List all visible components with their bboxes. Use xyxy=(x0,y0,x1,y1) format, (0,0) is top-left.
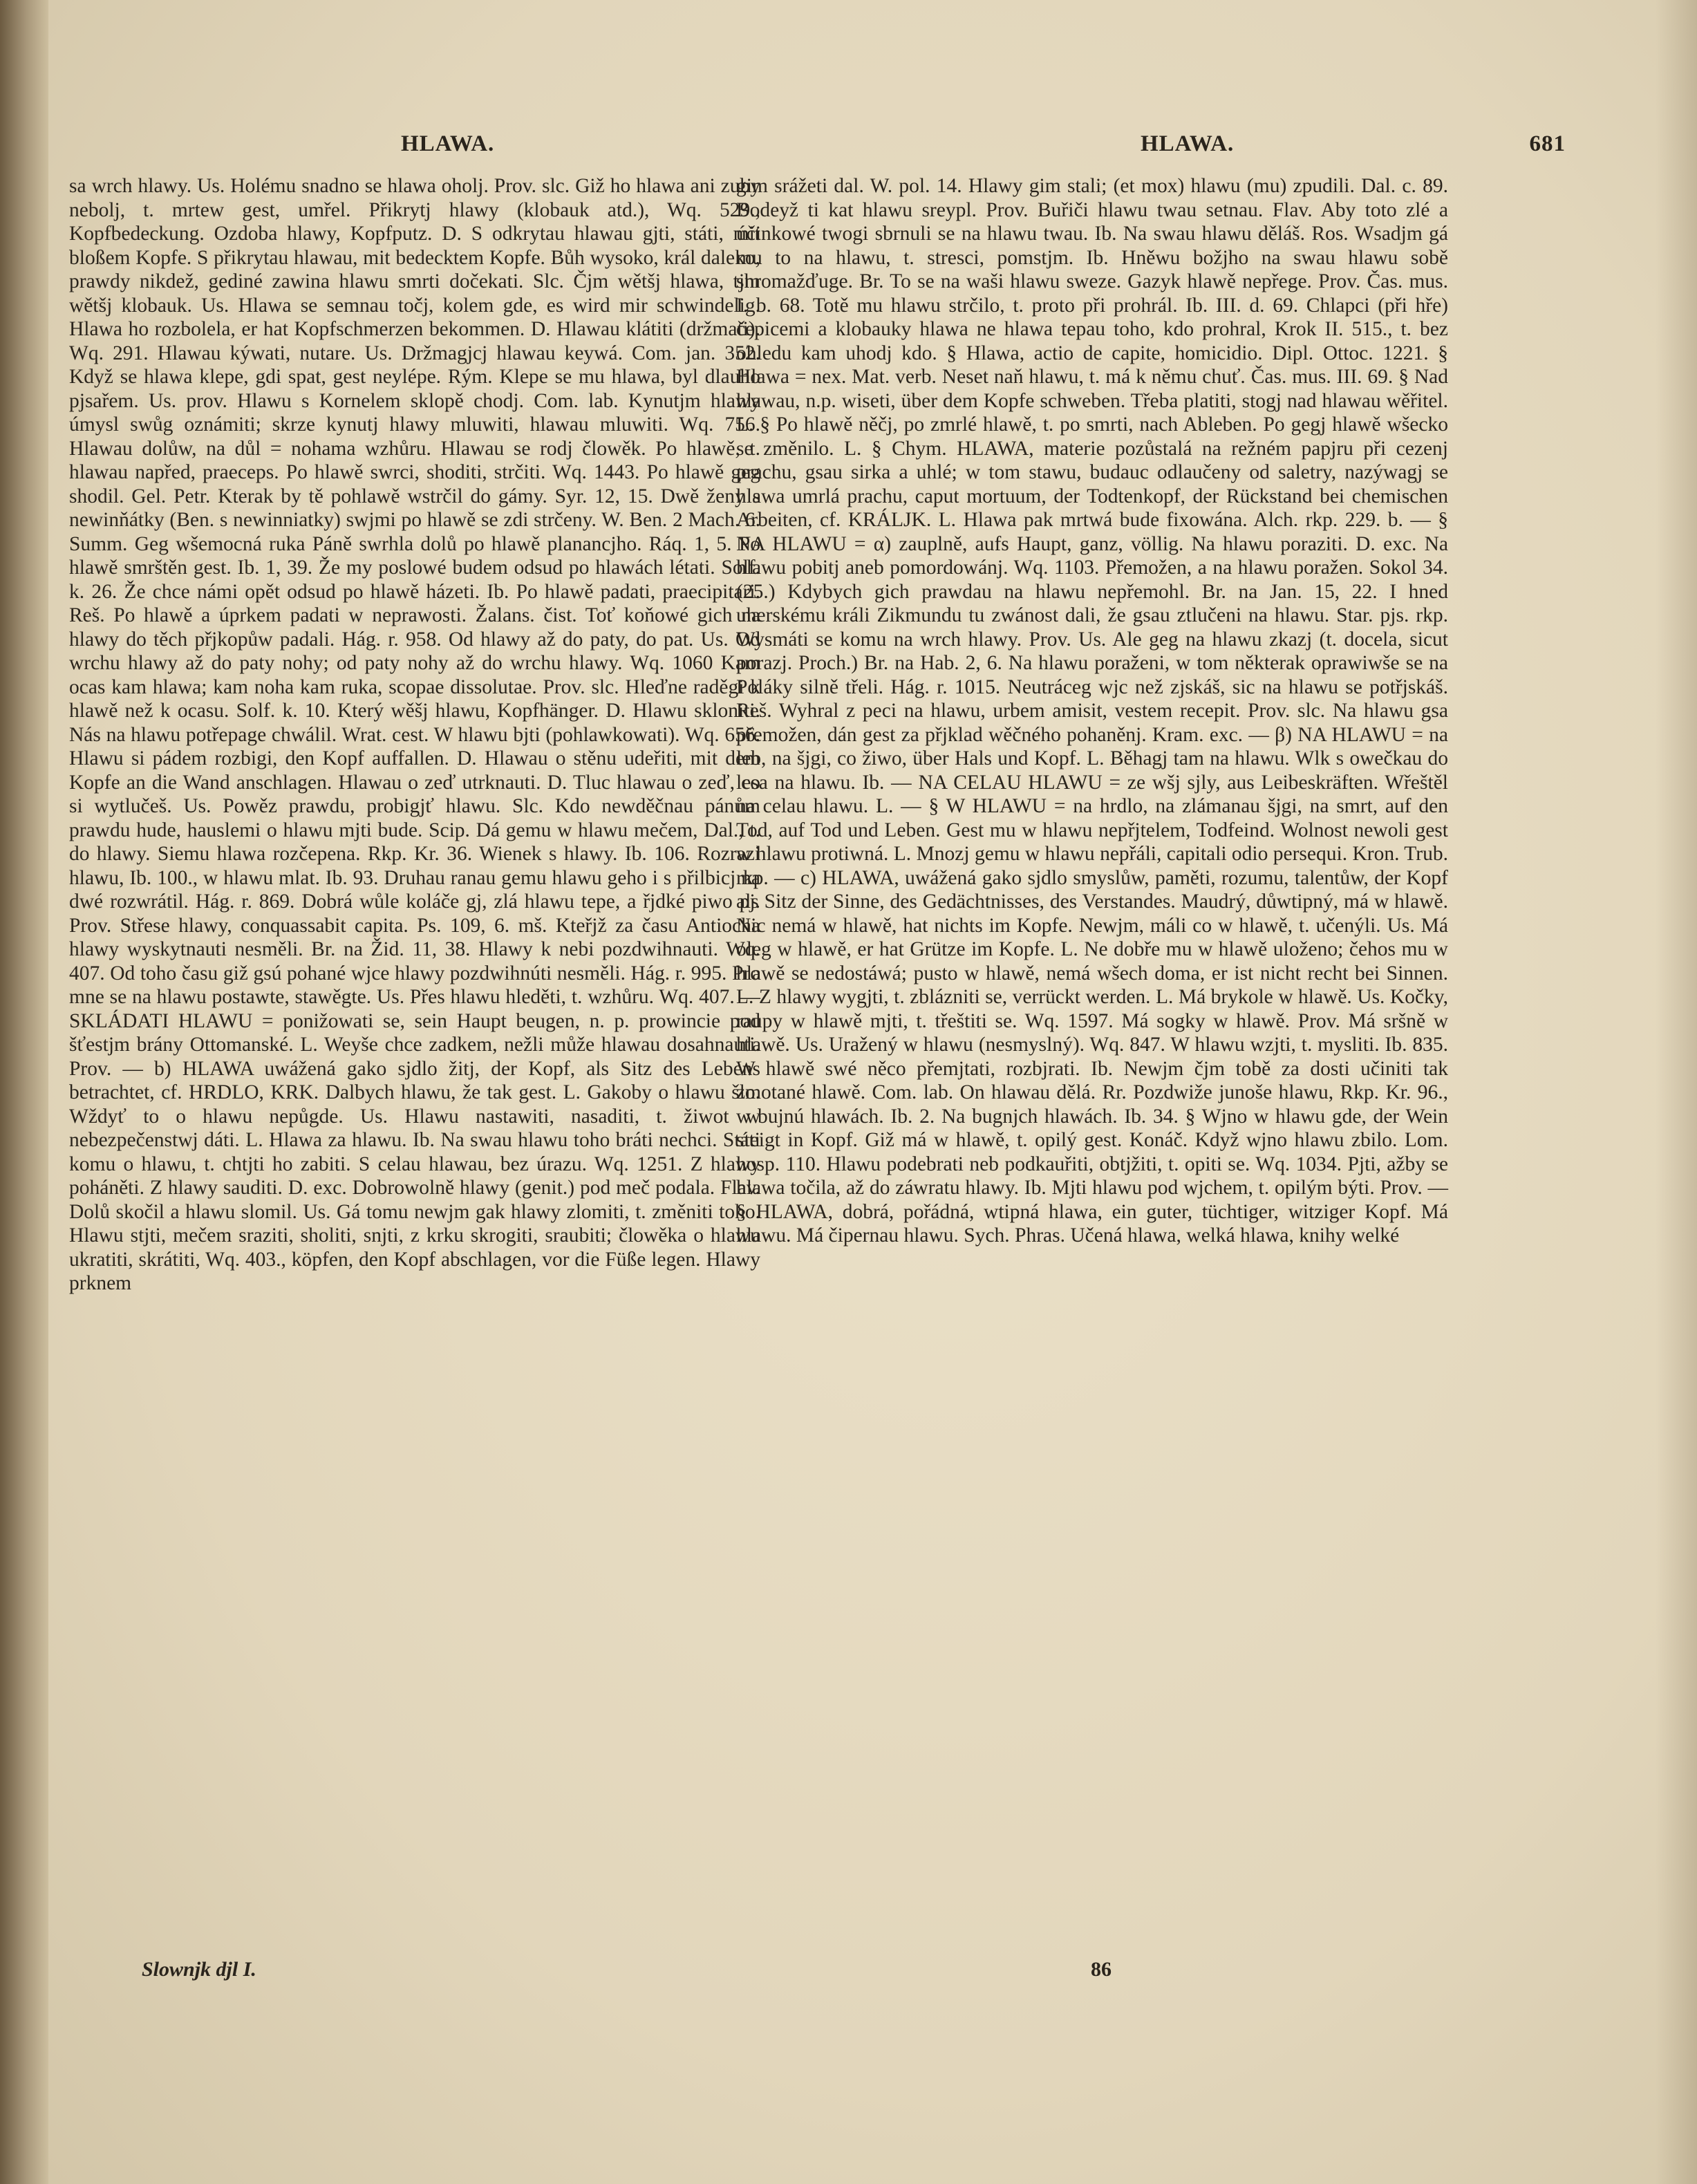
page-footer xyxy=(69,1958,1452,1986)
page-number: 681 xyxy=(1529,131,1566,156)
running-header xyxy=(121,131,1566,162)
text-column-left xyxy=(69,174,760,1296)
gathering-number: 86 xyxy=(1091,1958,1112,1981)
signature-mark: Slownjk djl I. xyxy=(142,1958,256,1981)
text-column-right xyxy=(736,174,1448,1248)
page-edge-shadow xyxy=(1656,0,1697,2184)
header-headword-left: HLAWA. xyxy=(401,131,495,156)
header-headword-right: HLAWA. xyxy=(1141,131,1235,156)
column-left-text: sa wrch hlawy. Us. Holému snadno se hlawa oholj. Prov. slc. Giž ho hlawa ani zuby nebolj, t. mrtew gest, umřel. Přikrytj hlawy (klobauk atd.), Wq. 529., Kopfbedeckung. Ozdoba hlawy, Kopfputz. D. S odkrytau hlawau gjti, státi, mit bloßem Kopfe. S přikrytau hlawau, mit bedecktem Kopfe. Bůh wysoko, král daleko, prawdy nikdež, gediné zawina hlawu smrti dočekati. Slc. Čjm wětšj hlawa, tjm wětšj klobauk. Us. Hlawa se semnau točj, kolem gde, es wird mir schwindelig. Hlawa ho rozbolela, er hat Kopfschmerzen bekommen. D. Hlawau klátiti (držmati). Wq. 291. Hlawau kýwati, nutare. Us. Držmagjcj hlawau keywá. Com. jan. 352. Když se hlawa klepe, gdi spat, gest neylépe. Rým. Klepe se mu hlawa, byl dlauho pjsařem. Us. prov. Hlawu s Kornelem sklopě chodj. Com. lab. Kynutjm hlawy úmysl swůg oznámiti; skrze kynutj hlawy mluwiti, hlawau mluwiti. Wq. 756. Hlawau dolůw, na důl = nohama wzhůru. Hlawau se rodj člowěk. Po hlawě, t. hlawau napřed, praeceps. Po hlawě swrci, shoditi, strčiti. Wq. 1443. Po hlawě geg shodil. Gel. Petr. Kterak by tě pohlawě wstrčil do gámy. Syr. 12, 15. Dwě ženy s newinňátky (Ben. s newinniatky) swjmi po hlawě se zdi strčeny. W. Ben. 2 Mach. 6. Summ. Geg wšemocná ruka Páně swrhla dolů po hlawě planancjho. Ráq. 1, 5. Po hlawě smrštěn gest. Ib. 1, 39. Že my poslowé budem odsud po hlawách létati. Solf. k. 26. Že chce námi opět odsud po hlawě házeti. Ib. Po hlawě padati, praecipitari. Reš. Po hlawě a úprkem padati w neprawosti. Žalans. čist. Toť koňowé gich na hlawy do těch přjkopůw padali. Hág. r. 958. Od hlawy až do paty, do pat. Us. Od wrchu hlawy až do paty nohy; od paty nohy až do wrchu hlawy. Wq. 1060 Kam ocas kam hlawa; kam noha kam ruka, scopae dissolutae. Prov. slc. Hleďne raděgi k hlawě než k ocasu. Solf. k. 10. Který wěšj hlawu, Kopfhänger. D. Hlawu skloniti. Nás na hlawu potřepage chwálil. Wrat. cest. W hlawu bjti (pohlawkowati). Wq. 656. Hlawu si pádem rozbigi, den Kopf auffallen. D. Hlawau o stěnu udeřiti, mit dem Kopfe an die Wand anschlagen. Hlawau o zeď utrknauti. D. Tluc hlawau o zeď, co si wytlučeš. Us. Powěz prawdu, probigjť hlawu. Slc. Kdo newděčnau pánům prawdu hude, hauslemi o hlawu mjti bude. Scip. Dá gemu w hlawu mečem, Dal., t. do hlawy. Siemu hlawa rozčepena. Rkp. Kr. 36. Wienek s hlawy. Ib. 106. Rozrazi hlawu, Ib. 100., w hlawu mlat. Ib. 93. Druhau ranau gemu hlawu geho i s přilbicj na dwé rozwrátil. Hág. r. 869. Dobrá wůle koláče gj, zlá hlawu tepe, a řjdké piwo pj. Prov. Střese hlawy, conquassabit capita. Ps. 109, 6. mš. Kteřjž za času Antiocha hlawy wyskytnauti nesměli. Br. na Žid. 11, 38. Hlawy k nebi pozdwihnauti. Wq. 407. Od toho času giž gsú pohané wjce hlawy pozdwihnúti nesměli. Hág. r. 995. Pro mne se na hlawu postawte, stawěgte. Us. Přes hlawu hleděti, t. wzhůru. Wq. 407. — SKLÁDATI HLAWU = ponižowati se, sein Haupt beugen, n. p. prowincie pod šťestjm brány Ottomanské. L. Weyše chce zadkem, nežli může hlawau dosahnauti. Prov. — b) HLAWA uwážená gako sjdlo žitj, der Kopf, als Sitz des Lebens betrachtet, cf. HRDLO, KRK. Dalbych hlawu, že tak gest. L. Gakoby o hlawu šlo. Wždyť to o hlawu nepůgde. Us. Hlawu nastawiti, nasaditi, t. žiwot w nebezpečenstwj dáti. L. Hlawa za hlawu. Ib. Na swau hlawu toho bráti nechci. Státi komu o hlawu, t. chtjti ho zabiti. S celau hlawau, bez úrazu. Wq. 1251. Z hlawy poháněti. Z hlawy sauditi. D. exc. Dobrowolně hlawy (genit.) pod meč podala. Flav. Dolů skočil a hlawu slomil. Us. Gá tomu newjm gak hlawy zlomiti, t. změniti toho. Hlawu stjti, mečem sraziti, sholiti, snjti, z krku skrogiti, sraubiti; člowěka o hlawu ukratiti, skrátiti, Wq. 403., köpfen, den Kopf abschlagen, vor die Füße legen. Hlawy prknem xyxy=(69,175,760,1294)
book-spine-shadow xyxy=(0,0,48,2184)
column-right-text: gim srážeti dal. W. pol. 14. Hlawy gim stali; (et mox) hlawu (mu) zpudili. Dal. c. 89. Bodeyž ti kat hlawu sreypl. Prov. Buřiči hlawu twau setnau. Flav. Aby toto zlé a účinkowé twogi sbrnuli se na hlawu twau. Ib. Na swau hlawu děláš. Ros. Wsadjm gá mu to na hlawu, t. stresci, pomstjm. Ib. Hněwu božjho na swau hlawu sobě shromažďuge. Br. To se na waši hlawu sweze. Gazyk hlawě nepřege. Prov. Čas. mus. I. b. 68. Totě mu hlawu strčilo, t. proto při prohrál. Ib. III. d. 69. Chlapci (při hře) čepicemi a klobauky hlawa ne hlawa tepau toho, kdo prohral, Krok II. 515., t. bez ohledu kam uhodj kdo. § Hlawa, actio de capite, homicidio. Dipl. Ottoc. 1221. § Hlawa = nex. Mat. verb. Neset naň hlawu, t. má k němu chuť. Čas. mus. III. 69. § Nad hlawau, n.p. wiseti, über dem Kopfe schweben. Třeba platiti, stogj nad hlawau wěřitel. L. § Po hlawě něčj, po zmrlé hlawě, t. po smrti, nach Ableben. Po gegj hlawě wšecko se změnilo. L. § Chym. HLAWA, materie pozůstalá na režném papjru při cezenj prachu, gsau sirka a uhlé; w tom stawu, budauc odlaučeny od saletry, nazýwagj se hlawa umrlá prachu, caput mortuum, der Todtenkopf, der Rückstand bei chemischen Arbeiten, cf. KRÁLJK. L. Hlawa pak mrtwá bude fixowána. Alch. rkp. 229. b. — § NA HLAWU = α) zauplně, aufs Haupt, ganz, völlig. Na hlawu poraziti. D. exc. Na hlawu pobitj aneb pomordowánj. Wq. 1103. Přemožen, a na hlawu poražen. Sokol 34. (25.) Kdybych gich prawdau na hlawu nepřemohl. Br. na Jan. 15, 22. I hned uherskému králi Zikmundu tu zwánost dali, že gsau ztlučeni na hlawu. Star. pjs. rkp. Wysmáti se komu na wrch hlawy. Prov. Us. Ale geg na hlawu zkazj (t. docela, sicut porazj. Proch.) Br. na Hab. 2, 6. Na hlawu poraženi, w tom některak oprawiwše se na Poláky silně třeli. Hág. r. 1015. Neutráceg wjc než zjskáš, sic na hlawu se potřjskáš. Reš. Wyhral z peci na hlawu, urbem amisit, vestem recepit. Prov. slc. Na hlawu gsa přemožen, dán gest za přjklad wěčného pohaněnj. Kram. exc. — β) NA HLAWU = na leb, na šjgi, co žiwo, über Hals und Kopf. L. Běhagj tam na hlawu. Wlk s owečkau do lesa na hlawu. Ib. — NA CELAU HLAWU = ze wšj sjly, aus Leibeskräften. Wřeštěl na celau hlawu. L. — § W HLAWU = na hrdlo, na zlámanau šjgi, na smrt, auf den Tod, auf Tod und Leben. Gest mu w hlawu nepřjtelem, Todfeind. Wolnost newoli gest w hlawu protiwná. L. Mnozj gemu w hlawu nepřáli, capitali odio persequi. Kron. Trub. rkp. — c) HLAWA, uwážená gako sjdlo smyslůw, paměti, rozumu, talentůw, der Kopf als Sitz der Sinne, des Gedächtnisses, des Verstandes. Maudrý, důwtipný, má w hlawě. Nic nemá w hlawě, hat nichts im Kopfe. Newjm, máli co w hlawě, t. učenýli. Us. Má oleg w hlawě, er hat Grütze im Kopfe. L. Ne dobře mu w hlawě uloženo; čehos mu w hlawě se nedostáwá; pusto w hlawě, nemá wšech doma, er ist nicht recht bei Sinnen. L. Z hlawy wygjti, t. zblázniti se, verrückt werden. L. Má brykole w hlawě. Us. Kočky, raupy w hlawě mjti, t. třeštiti se. Wq. 1597. Má sogky w hlawě. Prov. Má sršně w hlawě. Us. Uražený w hlawu (nesmyslný). Wq. 847. W hlawu wzjti, t. mysliti. Ib. 835. W hlawě swé něco přemjtati, rozbjrati. Ib. Newjm čjm tobě za dosti učiniti tak zmotané hlawě. Com. lab. On hlawau dělá. Rr. Pozdwiže junoše hlawu, Rkp. Kr. 96., w bujnú hlawách. Ib. 2. Na bugnjch hlawách. Ib. 34. § Wjno w hlawu gde, der Wein steigt in Kopf. Giž má w hlawě, t. opilý gest. Konáč. Když wjno hlawu zbilo. Lom. hosp. 110. Hlawu podebrati neb podkauřiti, obtjžiti, t. opiti se. Wq. 1034. Pjti, ažby se hlawa točila, až do záwratu hlawy. Ib. Mjti hlawu pod wjchem, t. opilým býti. Prov. — § HLAWA, dobrá, pořádná, wtipná hlawa, ein guter, tüchtiger, witziger Kopf. Má hlawu. Má čipernau hlawu. Sych. Phras. Učená hlawa, welká hlawa, knihy welké xyxy=(736,175,1448,1247)
